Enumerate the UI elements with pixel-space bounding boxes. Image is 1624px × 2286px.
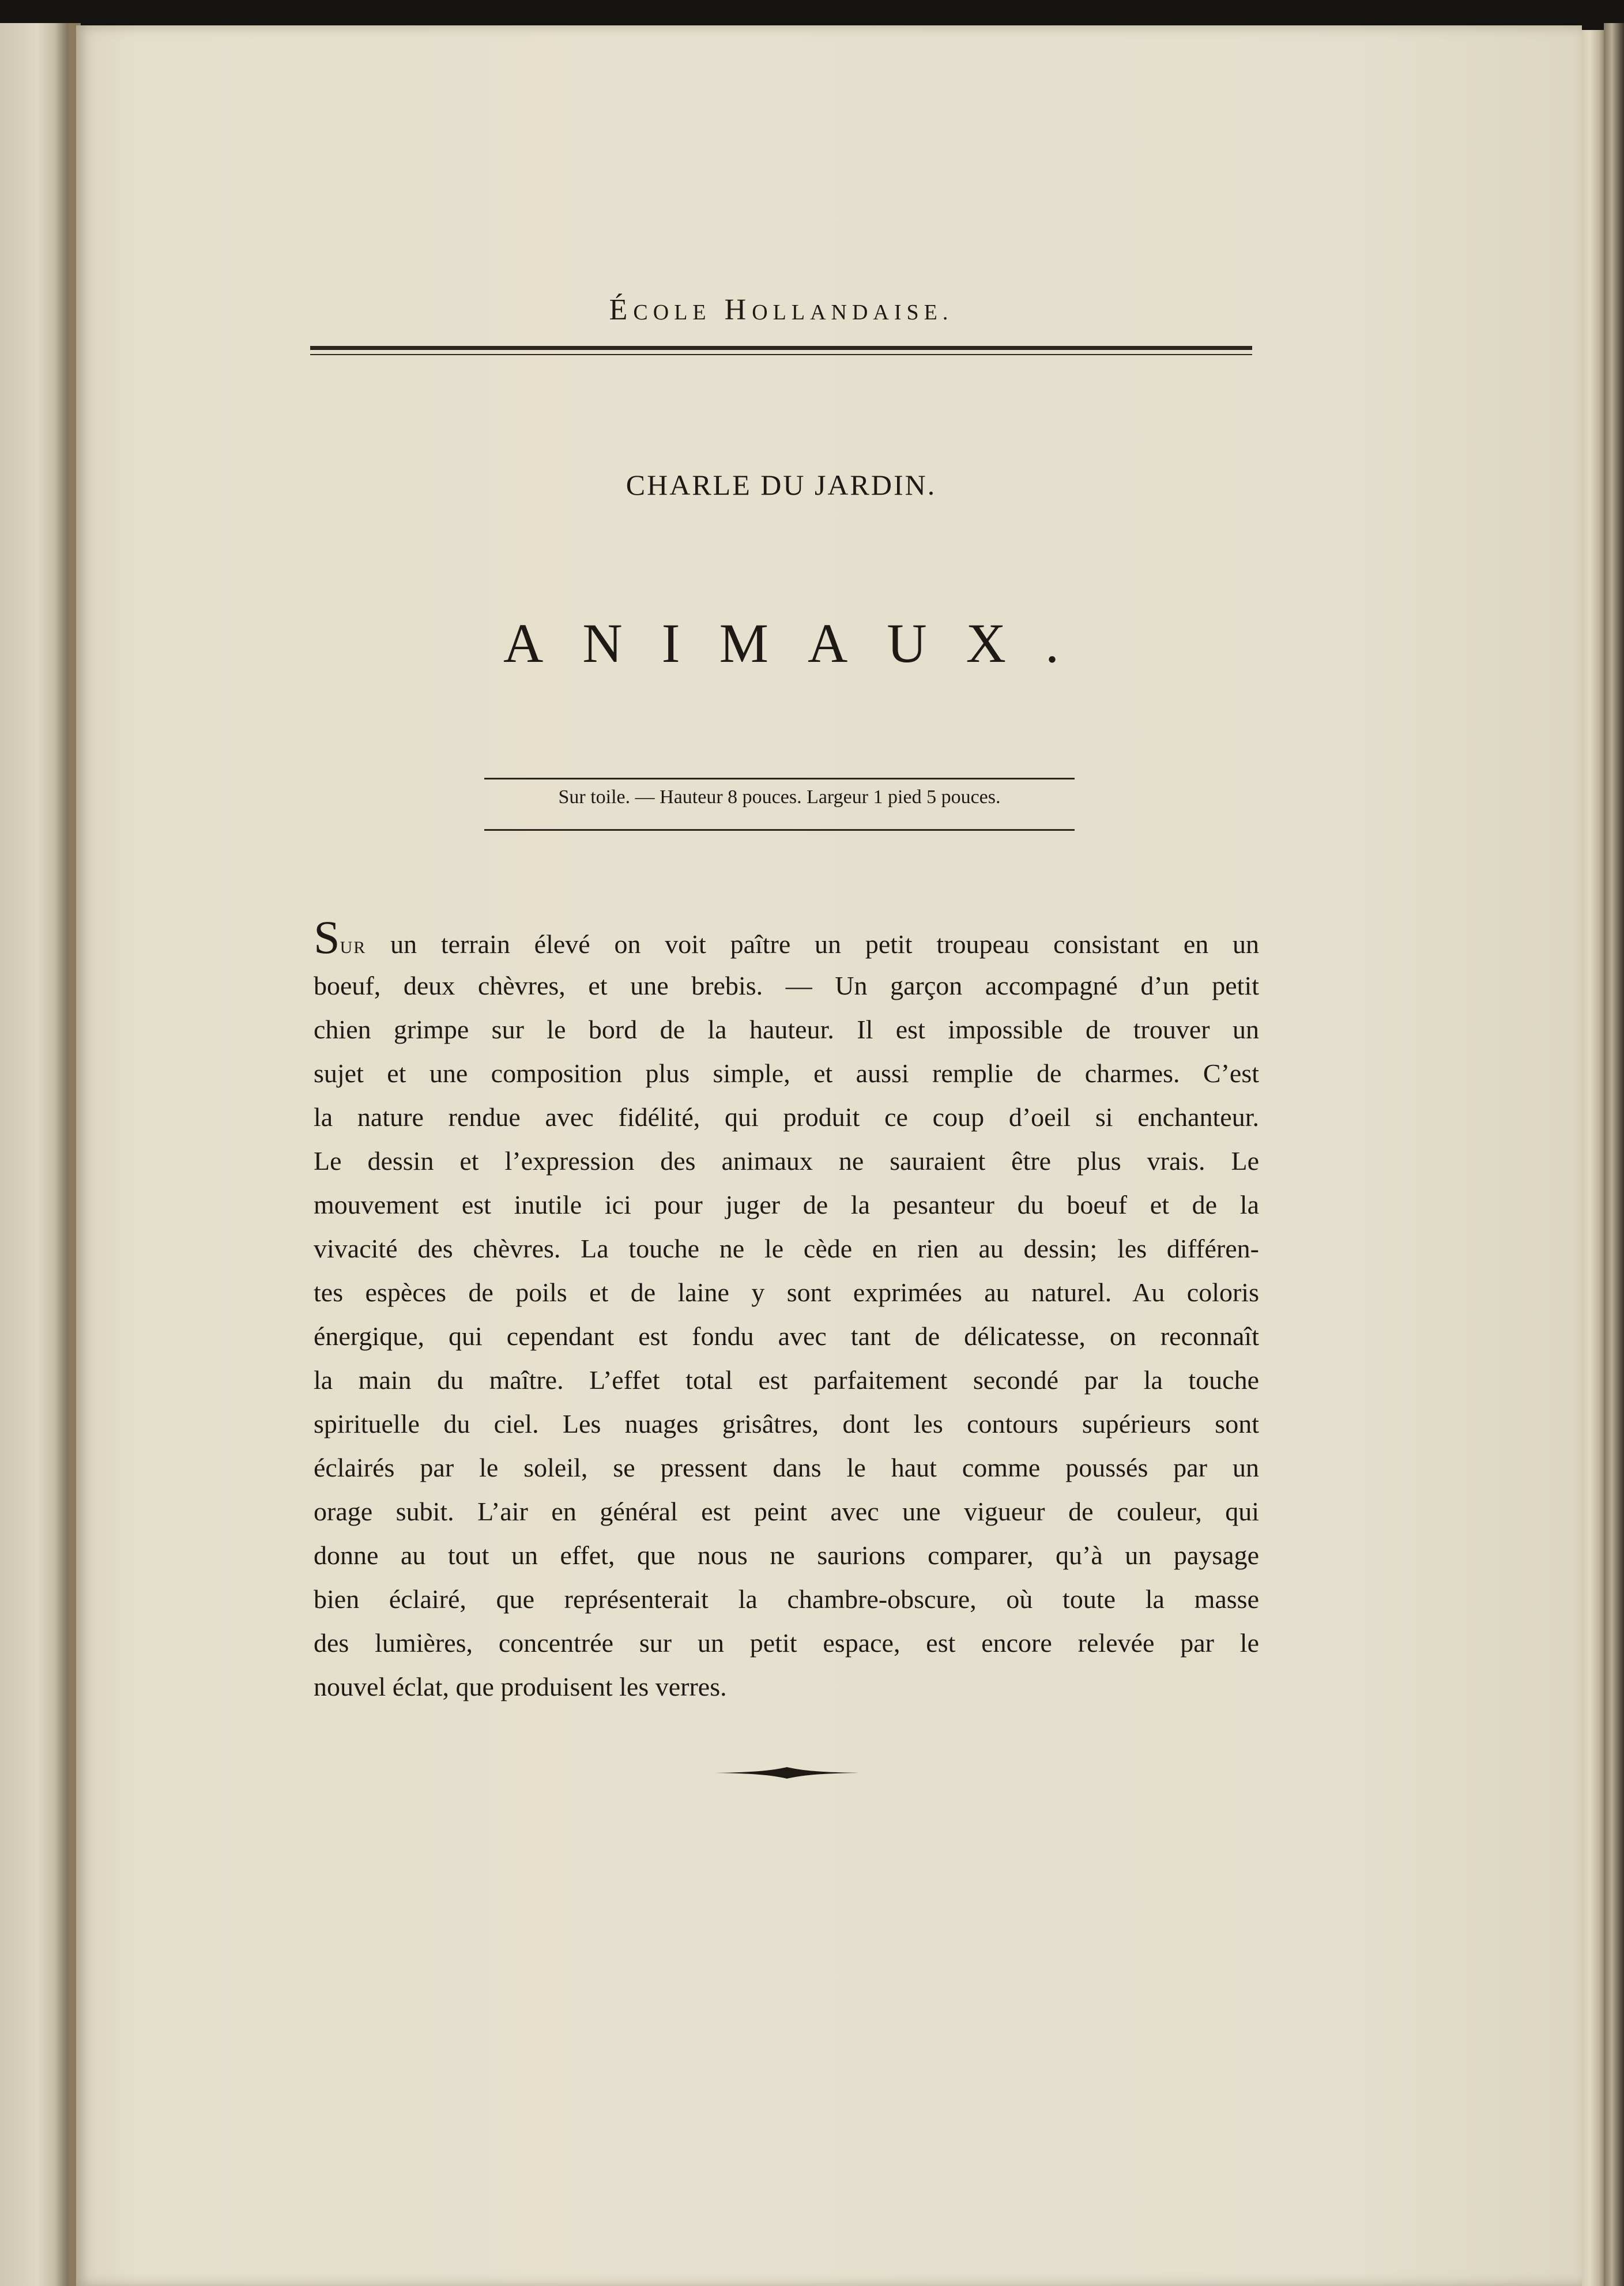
text-line: énergique, qui cependant est fondu avec tant de délicatesse, on reconnaît <box>314 1321 1259 1351</box>
specification-rule-top <box>484 778 1075 779</box>
text-line: la nature rendue avec fidélité, qui produit ce coup d’oeil si enchanteur. <box>314 1102 1259 1132</box>
painting-specification: Sur toile. — Hauteur 8 pouces. Largeur 1 pied 5 pouces. <box>558 786 1001 808</box>
painting-title: ANIMAUX. <box>503 612 1098 674</box>
text-line: chien grimpe sur le bord de la hauteur. Il est impossible de trouver un <box>314 1015 1259 1044</box>
text-line: donne au tout un effet, que nous ne saurions comparer, qu’à un paysage <box>314 1541 1259 1570</box>
drop-cap: S <box>314 911 340 963</box>
page-stack-edge <box>1580 30 1606 2286</box>
running-head-initial-2: H <box>724 293 752 326</box>
book-cover-edge <box>1604 23 1624 2286</box>
text-line: orage subit. L’air en général est peint avec une vigueur de couleur, qui <box>314 1497 1259 1526</box>
text-line: vivacité des chèvres. La touche ne le cède en rien au dessin; les différen- <box>314 1234 1259 1263</box>
text-line: mouvement est inutile ici pour juger de la pesanteur du boeuf et de la <box>314 1190 1259 1219</box>
running-head-rule-heavy <box>310 346 1252 350</box>
drop-cap-rest: UR <box>340 938 367 957</box>
description-text <box>314 911 1260 1709</box>
artist-name: CHARLE DU JARDIN. <box>626 469 937 501</box>
text-line: des lumières, concentrée sur un petit espace, est encore relevée par le <box>314 1628 1259 1658</box>
text-line: sujet et une composition plus simple, et aussi remplie de charmes. C’est <box>314 1059 1259 1088</box>
running-head-rule-light <box>310 354 1252 355</box>
tailpiece-ornament-icon <box>715 1764 859 1782</box>
text-line: éclairés par le soleil, se pressent dans le haut comme poussés par un <box>314 1453 1259 1482</box>
text-line-last: nouvel éclat, que produisent les verres. <box>314 1672 727 1701</box>
running-head <box>311 293 1251 327</box>
running-head-initial-1: É <box>609 293 634 326</box>
running-head-rest-2: OLLANDAISE. <box>752 300 954 325</box>
text-line <box>314 911 1260 964</box>
running-head-rest-1: COLE <box>633 300 711 325</box>
text-line: spirituelle du ciel. Les nuages grisâtres, dont les contours supérieurs sont <box>314 1409 1259 1438</box>
text-line: Le dessin et l’expression des animaux ne sauraient être plus vrais. Le <box>314 1146 1259 1176</box>
text-line: la main du maître. L’effet total est parfaitement secondé par la touche <box>314 1365 1259 1395</box>
text-line: tes espèces de poils et de laine y sont exprimées au naturel. Au coloris <box>314 1278 1259 1307</box>
text-line-content: un terrain élevé on voit paître un petit troupeau consistant en un <box>390 929 1260 959</box>
specification-rule-bottom <box>484 829 1075 831</box>
text-line: bien éclairé, que représenterait la chambre-obscure, où toute la masse <box>314 1584 1259 1614</box>
text-line: boeuf, deux chèvres, et une brebis. — Un garçon accompagné d’un petit <box>314 971 1259 1000</box>
